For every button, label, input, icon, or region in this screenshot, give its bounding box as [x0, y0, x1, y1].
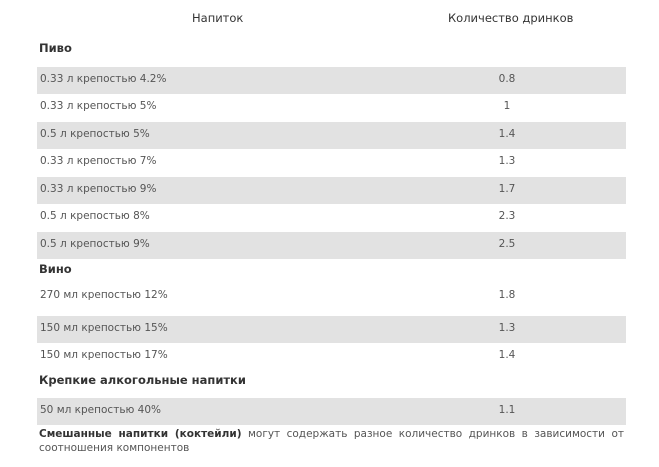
row-value: 1.8: [498, 289, 516, 301]
row-name: 150 мл крепостью 17%: [40, 349, 168, 361]
row-name: 0.33 л крепостью 5%: [40, 100, 157, 112]
row-value: 1.7: [498, 183, 516, 195]
footnote-bold: Смешанные напитки (коктейли): [39, 428, 242, 440]
row-name: 0.5 л крепостью 5%: [40, 128, 150, 140]
table-row: [37, 343, 626, 370]
row-value: 1.3: [498, 322, 516, 334]
row-name: 270 мл крепостью 12%: [40, 289, 168, 301]
table-header: [0, 0, 659, 38]
table-row: [37, 149, 626, 176]
row-name: 0.33 л крепостью 7%: [40, 155, 157, 167]
table-row: [37, 316, 626, 343]
table-row: [37, 122, 626, 149]
table-row: [37, 177, 626, 204]
row-name: 0.5 л крепостью 9%: [40, 238, 150, 250]
row-name: 0.33 л крепостью 9%: [40, 183, 157, 195]
row-name: 0.33 л крепостью 4.2%: [40, 73, 167, 85]
table-row: [37, 232, 626, 259]
row-value: 2.3: [498, 210, 516, 222]
row-value: 1.1: [498, 404, 516, 416]
row-name: 150 мл крепостью 15%: [40, 322, 168, 334]
row-name: 0.5 л крепостью 8%: [40, 210, 150, 222]
column-header-count: Количество дринков: [448, 11, 574, 25]
row-value: 1.3: [498, 155, 516, 167]
column-header-drink: Напиток: [192, 11, 244, 25]
row-value: 0.8: [498, 73, 516, 85]
table-row: [37, 204, 626, 231]
table-row: [37, 398, 626, 425]
section-title-spirits: Крепкие алкогольные напитки: [39, 373, 246, 387]
section-title-wine: Вино: [39, 262, 72, 276]
table-row: [37, 94, 626, 121]
table-row: [37, 67, 626, 94]
row-value: 1.4: [498, 349, 516, 361]
section-title-beer: Пиво: [39, 41, 72, 55]
row-value: 1: [503, 100, 511, 112]
row-value: 2.5: [498, 238, 516, 250]
row-value: 1.4: [498, 128, 516, 140]
footnote-text: могут содержать разное количество дринков в зависимости от соотношения компонентов: [39, 428, 624, 454]
row-name: 50 мл крепостью 40%: [40, 404, 162, 416]
table-row: [37, 283, 626, 310]
footnote: [39, 427, 624, 455]
